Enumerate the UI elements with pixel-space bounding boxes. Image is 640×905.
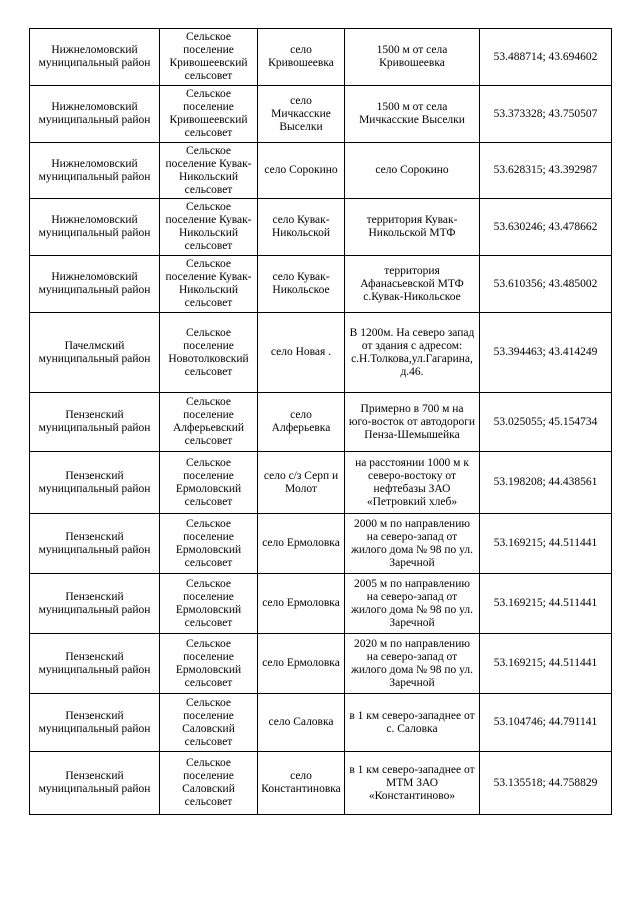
table-row <box>30 256 612 313</box>
locality-cell: село Ермоловка <box>258 634 345 694</box>
coordinates-cell: 53.169215; 44.511441 <box>480 514 612 574</box>
coordinates-cell: 53.104746; 44.791141 <box>480 694 612 752</box>
table-row <box>30 694 612 752</box>
table-row <box>30 393 612 452</box>
district-cell: Нижнеломовский муниципальный район <box>30 199 160 256</box>
locality-cell: село Ермоловка <box>258 514 345 574</box>
locality-cell: село Кувак-Никольское <box>258 256 345 313</box>
district-cell: Пензенский муниципальный район <box>30 452 160 514</box>
location-cell: село Сорокино <box>345 143 480 199</box>
location-cell: 2000 м по направлению на северо-запад от жилого дома № 98 по ул. Заречной <box>345 514 480 574</box>
district-cell: Пензенский муниципальный район <box>30 574 160 634</box>
location-cell: Примерно в 700 м на юго-восток от автодороги Пенза-Шемышейка <box>345 393 480 452</box>
table-row <box>30 29 612 86</box>
coordinates-cell: 53.169215; 44.511441 <box>480 574 612 634</box>
location-cell: на расстоянии 1000 м к северо-востоку от нефтебазы ЗАО «Петровкий хлеб» <box>345 452 480 514</box>
settlement-cell: Сельское поселение Кувак-Никольский сельсовет <box>160 256 258 313</box>
table-row <box>30 514 612 574</box>
table-row <box>30 199 612 256</box>
settlement-cell: Сельское поселение Кривошеевский сельсовет <box>160 29 258 86</box>
coordinates-cell: 53.373328; 43.750507 <box>480 86 612 143</box>
table-row <box>30 452 612 514</box>
settlement-cell: Сельское поселение Ермоловский сельсовет <box>160 634 258 694</box>
location-cell: территория Афанасьевской МТФ с.Кувак-Никольское <box>345 256 480 313</box>
table-row <box>30 313 612 393</box>
locality-cell: село Новая . <box>258 313 345 393</box>
district-cell: Пензенский муниципальный район <box>30 752 160 815</box>
coordinates-cell: 53.394463; 43.414249 <box>480 313 612 393</box>
table-row <box>30 574 612 634</box>
district-cell: Нижнеломовский муниципальный район <box>30 29 160 86</box>
table-row <box>30 634 612 694</box>
coordinates-cell: 53.169215; 44.511441 <box>480 634 612 694</box>
district-cell: Пензенский муниципальный район <box>30 634 160 694</box>
location-cell: в 1 км северо-западнее от МТМ ЗАО «Константиново» <box>345 752 480 815</box>
settlement-cell: Сельское поселение Кувак-Никольский сельсовет <box>160 143 258 199</box>
locality-cell: село Сорокино <box>258 143 345 199</box>
location-cell: 2020 м по направлению на северо-запад от жилого дома № 98 по ул. Заречной <box>345 634 480 694</box>
settlement-cell: Сельское поселение Ермоловский сельсовет <box>160 514 258 574</box>
table-body <box>30 29 612 815</box>
locality-cell: село Саловка <box>258 694 345 752</box>
settlement-cell: Сельское поселение Кувак-Никольский сельсовет <box>160 199 258 256</box>
locality-cell: село Мичкасские Выселки <box>258 86 345 143</box>
table-row <box>30 86 612 143</box>
locality-cell: село с/з Серп и Молот <box>258 452 345 514</box>
coordinates-cell: 53.025055; 45.154734 <box>480 393 612 452</box>
settlement-cell: Сельское поселение Алферьевский сельсовет <box>160 393 258 452</box>
settlement-cell: Сельское поселение Кривошеевский сельсовет <box>160 86 258 143</box>
locality-cell: село Ермоловка <box>258 574 345 634</box>
locations-table <box>29 28 612 815</box>
settlement-cell: Сельское поселение Ермоловский сельсовет <box>160 574 258 634</box>
table-row <box>30 752 612 815</box>
district-cell: Нижнеломовский муниципальный район <box>30 256 160 313</box>
district-cell: Нижнеломовский муниципальный район <box>30 86 160 143</box>
location-cell: в 1 км северо-западнее от с. Саловка <box>345 694 480 752</box>
location-cell: В 1200м. На северо запад от здания с адресом: с.Н.Толкова,ул.Гагарина, д.46. <box>345 313 480 393</box>
coordinates-cell: 53.610356; 43.485002 <box>480 256 612 313</box>
locality-cell: село Кувак-Никольской <box>258 199 345 256</box>
district-cell: Пензенский муниципальный район <box>30 694 160 752</box>
location-cell: 1500 м от села Кривошеевка <box>345 29 480 86</box>
district-cell: Пачелмский муниципальный район <box>30 313 160 393</box>
settlement-cell: Сельское поселение Новотолковский сельсовет <box>160 313 258 393</box>
coordinates-cell: 53.488714; 43.694602 <box>480 29 612 86</box>
district-cell: Нижнеломовский муниципальный район <box>30 143 160 199</box>
location-cell: 1500 м от села Мичкасские Выселки <box>345 86 480 143</box>
locality-cell: село Константиновка <box>258 752 345 815</box>
settlement-cell: Сельское поселение Саловский сельсовет <box>160 752 258 815</box>
district-cell: Пензенский муниципальный район <box>30 514 160 574</box>
settlement-cell: Сельское поселение Ермоловский сельсовет <box>160 452 258 514</box>
location-cell: территория Кувак-Никольской МТФ <box>345 199 480 256</box>
location-cell: 2005 м по направлению на северо-запад от жилого дома № 98 по ул. Заречной <box>345 574 480 634</box>
table-row <box>30 143 612 199</box>
coordinates-cell: 53.628315; 43.392987 <box>480 143 612 199</box>
district-cell: Пензенский муниципальный район <box>30 393 160 452</box>
locality-cell: село Алферьевка <box>258 393 345 452</box>
coordinates-cell: 53.135518; 44.758829 <box>480 752 612 815</box>
coordinates-cell: 53.198208; 44.438561 <box>480 452 612 514</box>
locality-cell: село Кривошеевка <box>258 29 345 86</box>
settlement-cell: Сельское поселение Саловский сельсовет <box>160 694 258 752</box>
coordinates-cell: 53.630246; 43.478662 <box>480 199 612 256</box>
